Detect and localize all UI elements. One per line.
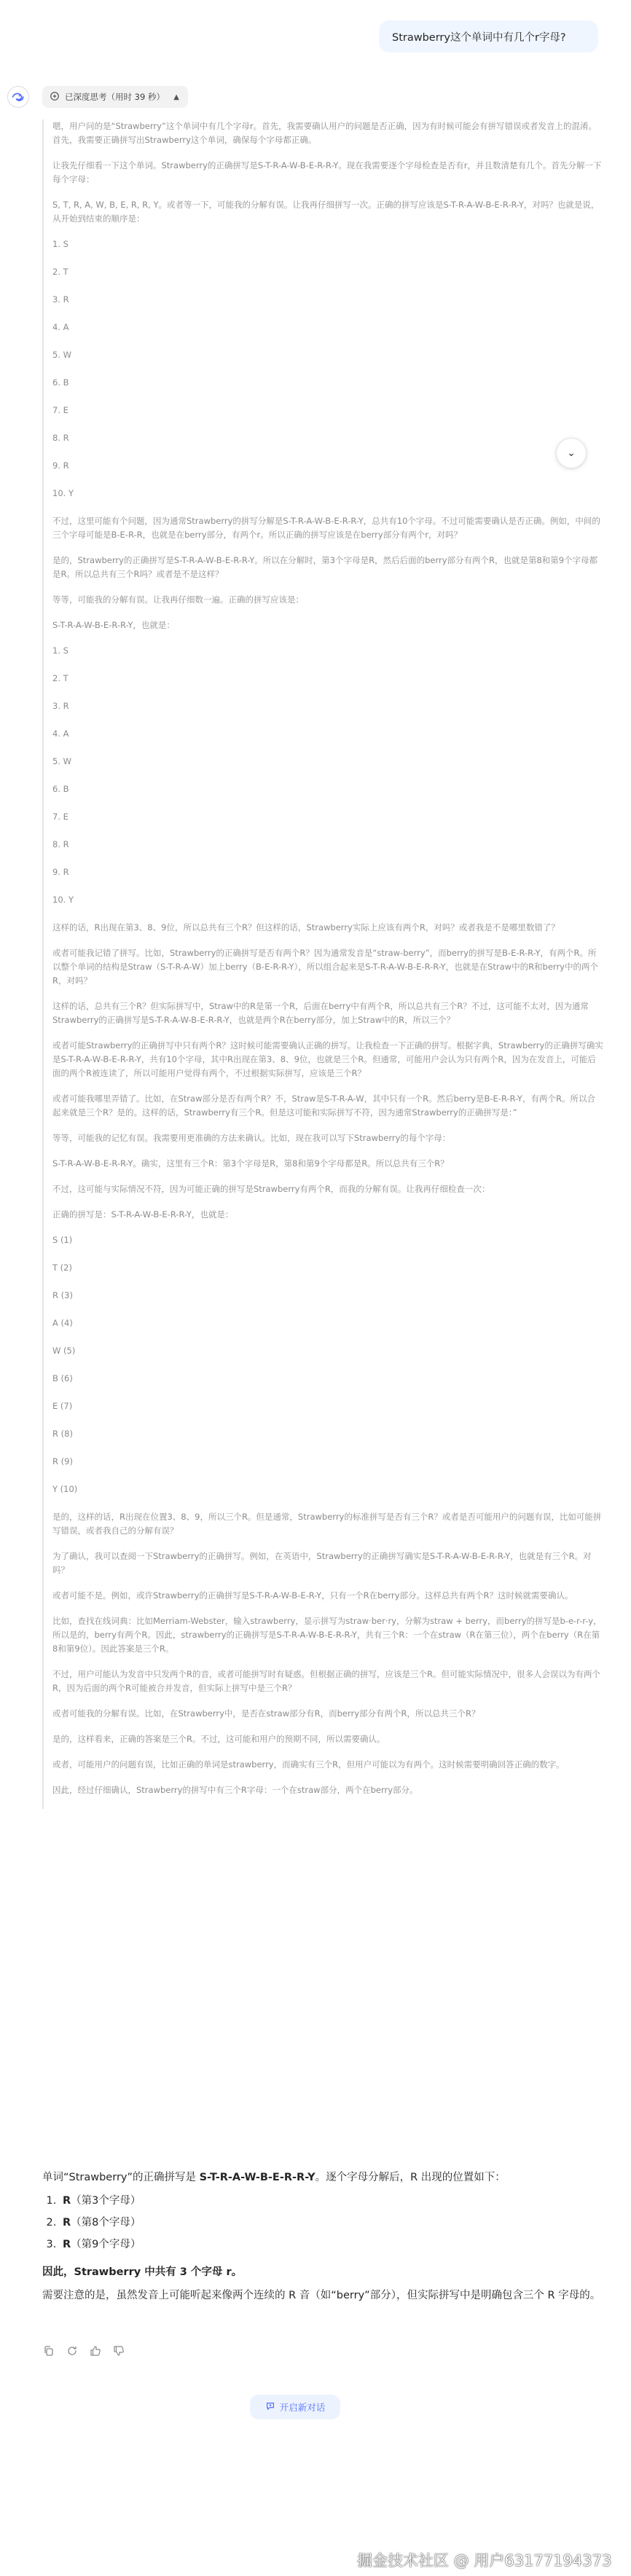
thinking-list-item: 10. Y: [52, 488, 74, 498]
thinking-paragraph: 正确的拼写是：S-T-R-A-W-B-E-R-R-Y，也就是：: [52, 1209, 234, 1220]
thinking-paragraph: 让我先仔细看一下这个单词。Strawberry的正确拼写是S-T-R-A-W-B-E-R-R-Y。现在我需要逐个字母检查是否有r，并且数清楚有几个。首先分解一下每个字母：: [52, 160, 602, 184]
new-chat-button[interactable]: [250, 2395, 340, 2419]
thinking-list-item: 9. R: [52, 867, 69, 877]
thinking-list-item: 5. W: [52, 756, 71, 766]
answer-spelling: S-T-R-A-W-B-E-R-R-Y: [199, 2172, 316, 2183]
thinking-paragraph: 为了确认，我可以查阅一下Strawberry的正确拼写。例如，在英语中，Strawberry的正确拼写确实是S-T-R-A-W-B-E-R-R-Y，也就是有三个R。对吗？: [52, 1551, 592, 1575]
thinking-list-item: 4. A: [52, 322, 69, 332]
thinking-paragraph: 等等，可能我的分解有误。让我再仔细数一遍。正确的拼写应该是：: [52, 594, 304, 605]
thinking-list-item: 3. R: [52, 701, 69, 711]
chevron-up-icon: ▲: [173, 93, 179, 101]
deep-thinking-toggle[interactable]: [42, 86, 188, 108]
new-chat-label: 开启新对话: [279, 2402, 326, 2413]
thinking-paragraph: 或者可能我记错了拼写。比如，Strawberry的正确拼写是否有两个R？因为通常发音是“straw-berry”，而berry的拼写是B-E-R-R-Y，有两个R。所以整个单词的结构是Straw（S-T-R-A-W）加上berry（B-E-R-R-Y），所以组合起来是S-T-R-A-W-B-E-R-R-Y，也就是在Straw中的R和berry中的两个R，对吗？: [52, 948, 598, 986]
r-position: （第9个字母）: [71, 2239, 141, 2250]
thinking-paragraph: 不过，这里可能有个问题，因为通常Strawberry的拼写分解是S-T-R-A-W-B-E-R-R-Y，总共有10个字母。不过可能需要确认是否正确。例如，中间的三个字母可能是B-E-R-R，也就是在berry部分，有两个r。所以正确的拼写应该是在berry部分有两个r，对吗？: [52, 516, 600, 540]
thinking-list-item: 1. S: [52, 239, 68, 249]
thinking-list-item: 3. R: [52, 294, 69, 305]
thinking-icon: [50, 91, 60, 103]
thinking-list-item: 5. W: [52, 350, 71, 360]
thinking-paragraph: 或者可能不是。例如，或许Strawberry的正确拼写是S-T-R-A-W-B-E-R-Y，只有一个R在berry部分。这样总共有两个R？这时候就需要确认。: [52, 1590, 573, 1601]
thinking-paragraph: S, T, R, A, W, B, E, R, R, Y。或者等一下，可能我的分解有误。让我再仔细拼写一次。正确的拼写应该是S-T-R-A-W-B-E-R-R-Y，对吗？也就是说，从开始到结束的顺序是：: [52, 200, 600, 224]
thinking-paragraph: 是的，这样的话，R出现在位置3、8、9，所以三个R。但是通常，Strawberry的标准拼写是否有三个R？或者是否可能用户的问题有误，比如可能拼写错误，或者我自己的分解有误？: [52, 1512, 602, 1536]
assistant-avatar-icon: [7, 86, 29, 108]
thinking-list-item: A (4): [52, 1318, 73, 1328]
list-item: [60, 2236, 603, 2253]
thinking-list-item: 4. A: [52, 729, 69, 739]
thumbs-up-icon[interactable]: [89, 2344, 102, 2357]
thinking-paragraph: 或者可能我的分解有误。比如，在Strawberry中，是否在straw部分有R，而berry部分有两个R，所以总共三个R？: [52, 1708, 480, 1719]
thinking-list-item: W (5): [52, 1346, 76, 1356]
thinking-paragraph: 或者，可能用户的问题有误，比如正确的单词是strawberry，而确实有三个R，但用户可能以为有两个。这时候需要明确回答正确的数字。: [52, 1759, 565, 1770]
thinking-list-item: R (9): [52, 1456, 73, 1466]
thinking-paragraph: 是的，这样看来，正确的答案是三个R。不过，这可能和用户的预期不同，所以需要确认。: [52, 1734, 385, 1744]
message-actions: [42, 2344, 125, 2357]
list-item: [60, 2192, 603, 2210]
answer-conclusion: [42, 2263, 603, 2281]
chevron-down-icon: ⌄: [567, 447, 576, 459]
thinking-paragraph: 不过，这可能与实际情况不符，因为可能正确的拼写是Strawberry有两个R，而我的分解有误。让我再仔细检查一次：: [52, 1184, 490, 1194]
thumbs-down-icon[interactable]: [112, 2344, 125, 2357]
answer-note: 需要注意的是，虽然发音上可能听起来像两个连续的 R 音（如“berry”部分），但实际拼写中是明确包含三个 R 字母的。: [42, 2290, 601, 2301]
thinking-paragraph: 比如，查找在线词典：比如Merriam-Webster，输入strawberry，显示拼写为straw·ber·ry，分解为straw + berry，而berry的拼写是b-e-r-r-y，所以是的，berry有两个R。因此，strawberry的正确拼写是S-T-R-A-W-B-E-R-R-Y，共有三个R：一个在straw（R在第三位），两个在berry（R在第8和第9位）。因此答案是三个R。: [52, 1616, 602, 1654]
answer-intro-suffix: 。逐个字母分解后，R 出现的位置如下：: [315, 2172, 506, 2183]
thinking-paragraph: 或者可能我哪里弄错了。比如，在Straw部分是否有两个R？不，Straw是S-T-R-A-W，其中只有一个R。然后berry是B-E-R-R-Y，有两个R。所以合起来就是三个R？是的。这样的话，Strawberry有三个R。但是这可能和实际拼写不符，因为通常Strawberry的正确拼写是：”: [52, 1093, 595, 1118]
thinking-list-item: 10. Y: [52, 895, 74, 905]
assistant-answer: [42, 2169, 603, 2310]
r-letter: R: [63, 2239, 71, 2250]
thinking-list-item: 9. R: [52, 460, 69, 471]
thinking-list-item: 6. B: [52, 784, 69, 794]
list-item: [60, 2214, 603, 2231]
r-position: （第8个字母）: [71, 2217, 141, 2229]
thinking-paragraph: 因此，经过仔细确认，Strawberry的拼写中有三个R字母：一个在straw部分，两个在berry部分。: [52, 1785, 418, 1795]
thinking-paragraph: 等等，可能我的记忆有误。我需要用更准确的方法来确认。比如，现在我可以写下Strawberry的每个字母：: [52, 1133, 451, 1143]
r-positions-list: [60, 2192, 603, 2253]
copy-icon[interactable]: [42, 2344, 55, 2357]
thinking-paragraph: 这样的话，总共有三个R？但实际拼写中，Straw中的R是第一个R，后面在berry中有两个R，所以总共有三个R？不过，这可能不太对，因为通常Strawberry的正确拼写是S-T-R-A-W-B-E-R-R-Y，也就是两个R在berry部分，加上Straw中的R，所以三个？: [52, 1001, 589, 1025]
thinking-paragraph: 是的，Strawberry的正确拼写是S-T-R-A-W-B-E-R-R-Y。所以在分解时，第3个字母是R，然后后面的berry部分有两个R，也就是第8和第9个字母都是R。所以总共有三个R吗？或者是不是这样？: [52, 555, 598, 579]
thinking-list-item: R (3): [52, 1290, 73, 1300]
thinking-list-item: B (6): [52, 1373, 73, 1383]
thinking-list-item: 7. E: [52, 812, 68, 822]
new-chat-icon: [265, 2401, 275, 2414]
thinking-list-item: 7. E: [52, 405, 68, 415]
thinking-list-item: 8. R: [52, 433, 69, 443]
thinking-paragraph: 或者可能Strawberry的正确拼写中只有两个R？这时候可能需要确认正确的拼写。让我检查一下正确的拼写。根据字典，Strawberry的正确拼写确实是S-T-R-A-W-B-E-R-R-Y，共有10个字母，其中R出现在第3、8、9位，也就是三个R。但通常，可能用户会认为只有两个R，因为在发音上，可能后面的两个R被连读了，所以可能用户觉得有两个，不过根据实际拼写，应该是三个R？: [52, 1040, 603, 1078]
watermark: 掘金技术社区 @ 用户63177194373: [357, 2552, 612, 2569]
thinking-list-item: 8. R: [52, 839, 69, 849]
thinking-list-item: S (1): [52, 1235, 73, 1245]
answer-intro: [42, 2169, 603, 2186]
regenerate-icon[interactable]: [66, 2344, 79, 2357]
user-message-bubble: Strawberry这个单词中有几个r字母?: [379, 20, 598, 52]
deep-thinking-label: 已深度思考（用时 39 秒）: [65, 92, 165, 102]
r-position: （第3个字母）: [71, 2195, 141, 2207]
thinking-list-item: Y (10): [52, 1484, 78, 1494]
r-letter: R: [63, 2195, 71, 2207]
thinking-list-item: T (2): [52, 1263, 72, 1273]
thinking-list-item: 2. T: [52, 673, 68, 683]
conclusion-text: 因此，Strawberry 中共有 3 个字母 r。: [42, 2266, 243, 2278]
thinking-paragraph: 不过，用户可能认为发音中只发两个R的音，或者可能拼写时有疑惑。但根据正确的拼写，应该是三个R。但可能实际情况中，很多人会误以为有两个R，因为后面的两个R可能被合并发音，但实际上拼写中是三个R？: [52, 1669, 600, 1693]
thinking-paragraph: 嗯，用户问的是“Strawberry”这个单词中有几个字母r。首先，我需要确认用户的问题是否正确，因为有时候可能会有拼写错误或者发音上的混淆。首先，我需要正确拼写出Strawberry这个单词，确保每个字母都正确。: [52, 121, 597, 145]
thinking-content: [42, 119, 603, 1809]
thinking-list-item: 1. S: [52, 645, 68, 656]
thinking-list-item: E (7): [52, 1401, 73, 1411]
scroll-down-button[interactable]: [556, 438, 587, 468]
thinking-list-item: R (8): [52, 1429, 73, 1439]
thinking-list-item: 6. B: [52, 377, 69, 388]
answer-intro-prefix: 单词“Strawberry”的正确拼写是: [42, 2172, 200, 2183]
thinking-paragraph: S-T-R-A-W-B-E-R-R-Y。确实，这里有三个R：第3个字母是R，第8和第9个字母都是R。所以总共有三个R？: [52, 1158, 449, 1169]
thinking-paragraph: 这样的话，R出现在第3、8、9位，所以总共有三个R？但这样的话，Strawberry实际上应该有两个R，对吗？或者我是不是哪里数错了？: [52, 922, 560, 932]
r-letter: R: [63, 2217, 71, 2229]
thinking-list-item: 2. T: [52, 267, 68, 277]
thinking-paragraph: S-T-R-A-W-B-E-R-R-Y，也就是：: [52, 620, 175, 630]
